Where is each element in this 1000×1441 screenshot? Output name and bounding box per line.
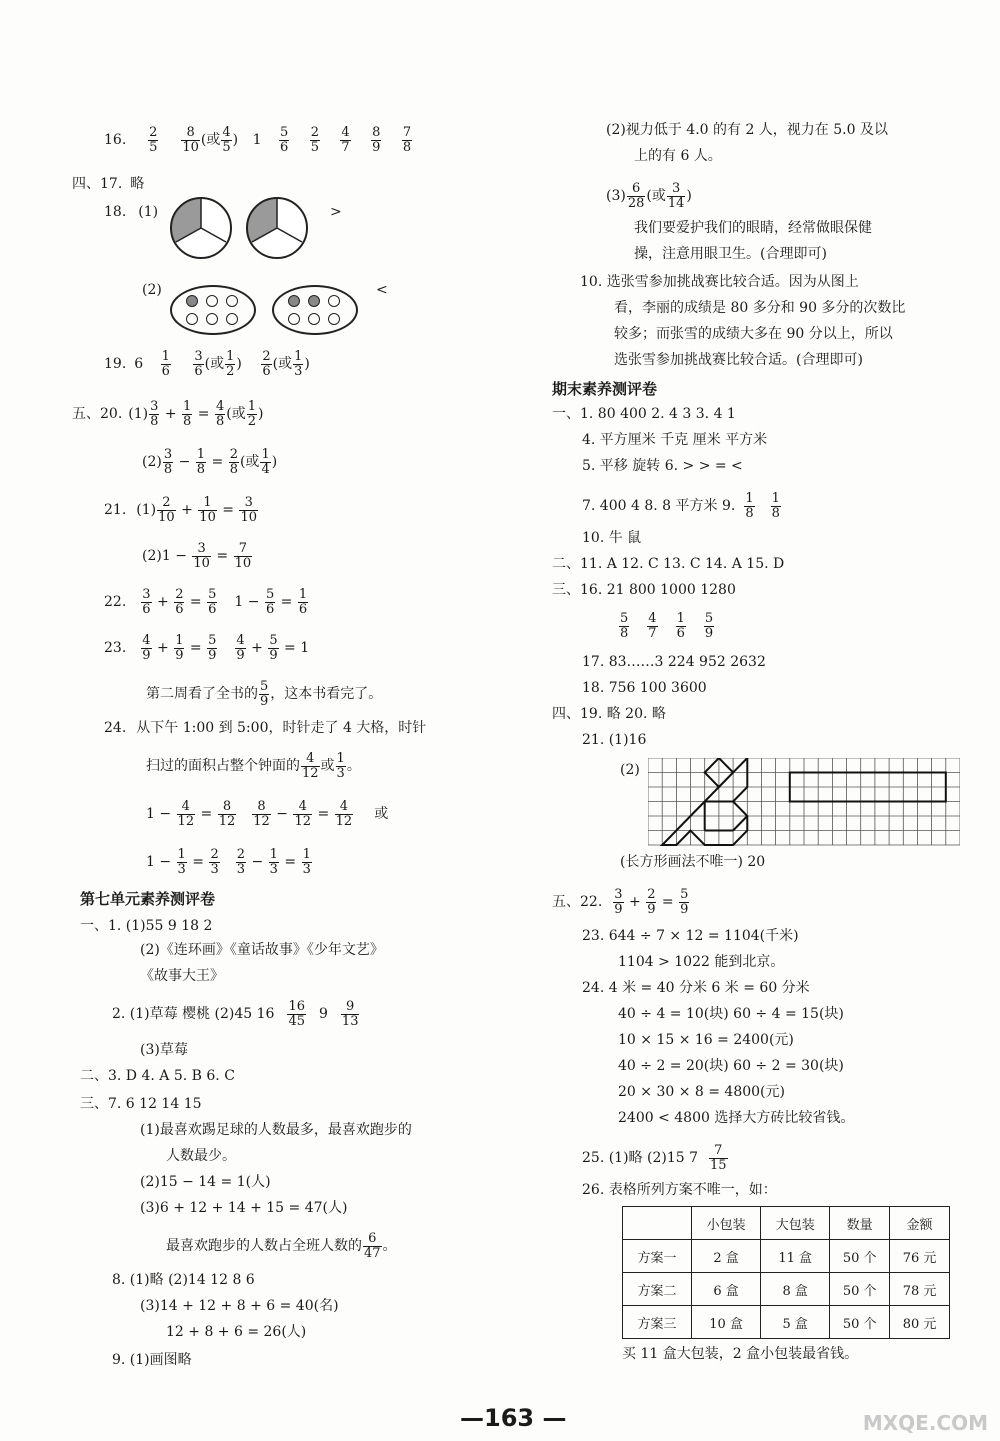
fraction: $\frac{2}{5}$: [149, 125, 158, 155]
table-cell: 5 盒: [761, 1306, 830, 1339]
answer-24-calc1: 1 − $\frac{4}{12}$ = $\frac{8}{12}$ $\frac{8}{12}$ − $\frac{4}{12}$ = $\frac{4}{12}$ 或: [146, 799, 389, 829]
text-line: (2)视力低于 4.0 的有 2 人，视力在 5.0 及以: [606, 122, 888, 138]
section-title-final: 期末素养测评卷: [552, 380, 658, 398]
text-line: 操，注意用眼卫生。(合理即可): [634, 246, 827, 262]
unit7-line: 一、1. (1)55 9 18 2: [80, 918, 213, 934]
unit7-line: (2)《连环画》《童话故事》《少年文艺》: [140, 942, 384, 958]
watermark: MXQE.COM: [862, 1411, 988, 1435]
final-line: 1104 > 1022 能到北京。: [618, 954, 785, 970]
plan-table: [622, 1206, 950, 1339]
table-header: 小包装: [692, 1207, 761, 1240]
table-cell: 76 元: [890, 1240, 950, 1273]
table-cell: 8 盒: [761, 1273, 830, 1306]
unit7-line: 人数最少。: [166, 1148, 236, 1164]
unit7-line: 三、7. 6 12 14 15: [80, 1096, 202, 1112]
table-cell: 50 个: [830, 1273, 890, 1306]
final-line: 17. 83……3 224 952 2632: [582, 654, 766, 670]
answer-24-calc2: 1 − $\frac{1}{3}$ = $\frac{2}{3}$ $\frac{2}{3}$ − $\frac{1}{3}$ = $\frac{1}{3}$: [146, 847, 311, 877]
final-line: 40 ÷ 2 = 20(块) 60 ÷ 2 = 30(块): [618, 1058, 844, 1074]
final-line: 2400 < 4800 选择大方砖比较省钱。: [618, 1110, 855, 1126]
unit7-line: 二、3. D 4. A 5. B 6. C: [80, 1068, 235, 1084]
unit7-line: 9. (1)画图略: [112, 1352, 192, 1368]
table-cell: 80 元: [890, 1306, 950, 1339]
text-line: 10. 选张雪参加挑战赛比较合适。因为从图上: [580, 274, 859, 290]
unit7-line: (2)15 − 14 = 1(人): [140, 1174, 271, 1190]
unit7-line: (3)草莓: [140, 1042, 188, 1058]
final-line: 18. 756 100 3600: [582, 680, 707, 696]
fraction: $\frac{4}{5}$: [222, 125, 231, 155]
fraction: $\frac{4}{7}$: [341, 125, 350, 155]
compare-symbol: <: [376, 282, 388, 298]
final-line: (长方形画法不唯一) 20: [620, 854, 766, 870]
final-line: 一、1. 80 400 2. 4 3 3. 4 1: [552, 406, 736, 422]
section-title-unit7: 第七单元素养测评卷: [80, 890, 216, 908]
final-line: 23. 644 ÷ 7 × 12 = 1104(千米): [582, 928, 799, 944]
oval-dots-icon: [272, 285, 358, 335]
answer-21-1: 21. (1) $\frac{2}{10}$ + $\frac{1}{10}$ = $\frac{3}{10}$: [104, 495, 258, 525]
text-line: (3) $\frac{6}{28}$ (或 $\frac{3}{14}$ ): [606, 181, 692, 211]
final-fractions: $\frac{5}{8}$ $\frac{4}{7}$ $\frac{1}{6}$ $\frac{5}{9}$: [620, 611, 714, 641]
table-cell: 方案三: [623, 1306, 692, 1339]
table-cell: 50 个: [830, 1306, 890, 1339]
table-row: [623, 1306, 950, 1339]
table-cell: 11 盒: [761, 1240, 830, 1273]
final-line: 21. (1)16: [582, 732, 647, 748]
fraction: $\frac{8}{10}$: [182, 125, 199, 155]
table-cell: 78 元: [890, 1273, 950, 1306]
table-header: 数量: [830, 1207, 890, 1240]
fraction: $\frac{2}{5}$: [310, 125, 319, 155]
answer-17: 四、17. 略: [72, 176, 145, 192]
unit7-line: 8. (1)略 (2)14 12 8 6: [112, 1272, 255, 1288]
item-number: 16.: [104, 132, 127, 149]
compare-symbol: >: [330, 204, 342, 220]
table-cell: 2 盒: [692, 1240, 761, 1273]
answer-20-2: (2) $\frac{3}{8}$ − $\frac{1}{8}$ = $\frac{2}{8}$ (或 $\frac{1}{4}$ ): [142, 447, 278, 477]
answer-16: 16. $\frac{2}{5}$ $\frac{8}{10}$ (或 $\frac{4}{5}$ ) 1 $\frac{5}{6}$ $\frac{2}{5}$ $\frac{4}{7}$ $\frac{8}{9}$ $\frac{7}{8}$: [104, 125, 412, 155]
unit7-line: 12 + 8 + 6 = 26(人): [166, 1324, 307, 1340]
unit7-line: 《故事大王》: [140, 968, 224, 984]
grid-drawing: [648, 758, 960, 846]
final-line: 5. 平移 旋转 6. > > = <: [582, 458, 743, 474]
final-line: 25. (1)略 (2)15 7 $\frac{7}{15}$: [582, 1143, 727, 1173]
unit7-line: 2. (1)草莓 樱桃 (2)45 16 $\frac{16}{45}$ 9 $\frac{9}{13}$: [112, 999, 359, 1029]
final-line: 20 × 30 × 8 = 4800(元): [618, 1084, 785, 1100]
final-line: 24. 4 米 = 40 分米 6 米 = 60 分米: [582, 980, 810, 996]
unit7-line: (3)6 + 12 + 14 + 15 = 47(人): [140, 1200, 348, 1216]
final-line: (2): [620, 762, 640, 778]
text-line: 较多；而张雪的成绩大多在 90 分以上，所以: [614, 326, 893, 342]
table-cell: 方案二: [623, 1273, 692, 1306]
answer-24-line2: 扫过的面积占整个钟面的 $\frac{4}{12}$ 或 $\frac{1}{3}$ 。: [146, 751, 361, 781]
table-row: [623, 1273, 950, 1306]
final-line: 7. 400 4 8. 8 平方米 9. $\frac{1}{8}$ $\frac{1}{8}$: [582, 491, 780, 521]
text-line: 我们要爱护我们的眼睛，经常做眼保健: [634, 220, 872, 236]
fraction: $\frac{8}{9}$: [372, 125, 381, 155]
answer-23-text: 第二周看了全书的 $\frac{5}{9}$ ，这本书看完了。: [146, 679, 383, 709]
final-line: 4. 平方厘米 千克 厘米 平方米: [582, 432, 768, 448]
pie-one-third-icon: [246, 197, 308, 259]
table-header-row: [623, 1207, 950, 1240]
final-line: 三、16. 21 800 1000 1280: [552, 582, 736, 598]
pie-one-third-icon: [170, 197, 232, 259]
text-line: 看，李丽的成绩是 80 多分和 90 多分的次数比: [614, 300, 906, 316]
table-header: 大包装: [761, 1207, 830, 1240]
final-line: 四、19. 略 20. 略: [552, 706, 666, 722]
fraction: $\frac{5}{6}$: [279, 125, 289, 155]
answer-19: 19. 6 $\frac{1}{6}$ $\frac{3}{6}$ (或 $\frac{1}{2}$ ) $\frac{2}{6}$ (或 $\frac{1}{3}$ ): [104, 349, 310, 379]
text-line: 选张雪参加挑战赛比较合适。(合理即可): [614, 352, 863, 368]
page-number: —163 —: [460, 1404, 567, 1432]
fraction: $\frac{7}{8}$: [402, 125, 412, 155]
answer-23: 23. $\frac{4}{9}$ + $\frac{1}{9}$ = $\frac{5}{9}$ $\frac{4}{9}$ + $\frac{5}{9}$ = 1: [104, 633, 310, 663]
text-line: 上的有 6 人。: [634, 148, 722, 164]
answer-18-part2-label: (2): [142, 282, 162, 298]
answer-22: 22. $\frac{3}{6}$ + $\frac{2}{6}$ = $\frac{5}{6}$ 1 − $\frac{5}{6}$ = $\frac{1}{6}$: [104, 587, 308, 617]
table-header: 金额: [890, 1207, 950, 1240]
answer-18: 18. (1): [104, 204, 159, 220]
table-row: [623, 1240, 950, 1273]
table-cell: 6 盒: [692, 1273, 761, 1306]
final-line: 40 ÷ 4 = 10(块) 60 ÷ 4 = 15(块): [618, 1006, 844, 1022]
final-line: 10 × 15 × 16 = 2400(元): [618, 1032, 794, 1048]
table-cell: 10 盒: [692, 1306, 761, 1339]
table-cell: 50 个: [830, 1240, 890, 1273]
unit7-line: 最喜欢跑步的人数占全班人数的 $\frac{6}{47}$ 。: [166, 1231, 397, 1261]
final-line: 五、22. $\frac{3}{9}$ + $\frac{2}{9}$ = $\frac{5}{9}$: [552, 887, 689, 917]
unit7-line: (1)最喜欢踢足球的人数最多，最喜欢跑步的: [140, 1122, 412, 1138]
final-line: 26. 表格所列方案不唯一，如：: [582, 1182, 777, 1198]
table-cell: 方案一: [623, 1240, 692, 1273]
table-header: [623, 1207, 692, 1240]
oval-dots-icon: [170, 285, 256, 335]
final-line: 10. 牛 鼠: [582, 530, 642, 546]
final-line: 买 11 盒大包装，2 盒小包装最省钱。: [622, 1346, 859, 1362]
final-line: 二、11. A 12. C 13. C 14. A 15. D: [552, 556, 785, 572]
answer-20-1: 五、20. (1) $\frac{3}{8}$ + $\frac{1}{8}$ = $\frac{4}{8}$ (或 $\frac{1}{2}$ ): [72, 399, 264, 429]
answer-21-2: (2)1 − $\frac{3}{10}$ = $\frac{7}{10}$: [142, 541, 252, 571]
unit7-line: (3)14 + 12 + 8 + 6 = 40(名): [140, 1298, 339, 1314]
answer-24: 24. 从下午 1:00 到 5:00，时针走了 4 大格，时针: [104, 720, 427, 736]
